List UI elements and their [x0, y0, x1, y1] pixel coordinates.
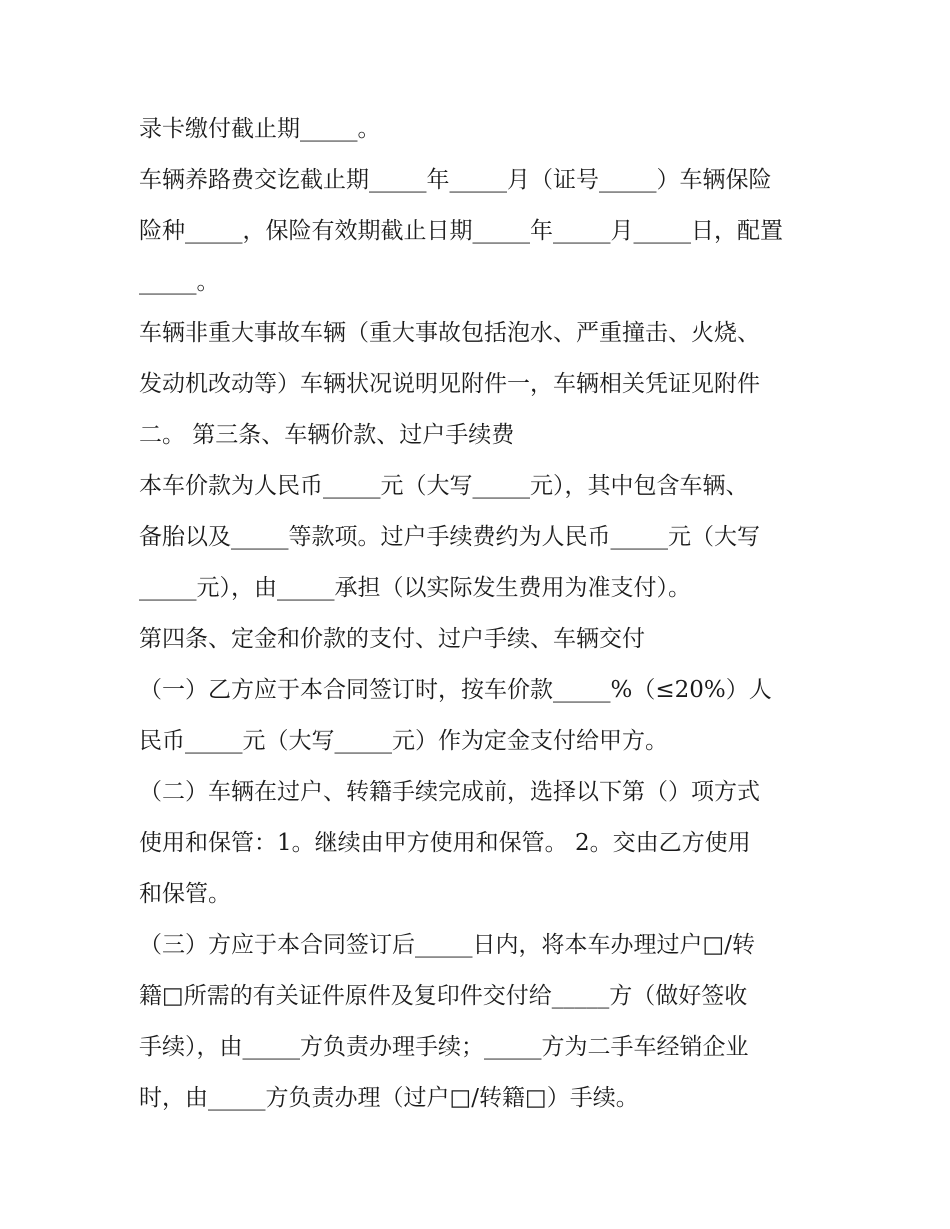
text-line: 时，由_____方负责办理（过户□/转籍□）手续。 — [139, 1085, 639, 1111]
text-line: 车辆非重大事故车辆（重大事故包括泡水、严重撞击、火烧、 — [139, 320, 760, 346]
text-line: 籍□所需的有关证件原件及复印件交付给_____方（做好签收 — [139, 983, 748, 1009]
text-line: 使用和保管：1。继续由甲方使用和保管。 2。交由乙方使用 — [139, 830, 751, 856]
text-line: 录卡缴付截止期_____。 — [139, 116, 381, 142]
text-line: 二。 第三条、车辆价款、过户手续费 — [139, 422, 515, 448]
text-line: 本车价款为人民币_____元（大写_____元），其中包含车辆、 — [139, 473, 749, 499]
text-line: 车辆养路费交讫截止期_____年_____月（证号_____）车辆保险 — [139, 167, 772, 193]
contract-body-text — [139, 107, 829, 1127]
text-line: 手续），由_____方负责办理手续；_____方为二手车经销企业 — [139, 1034, 749, 1060]
text-line: _____元），由_____承担（以实际发生费用为准支付）。 — [139, 575, 691, 601]
text-line: （二）车辆在过户、转籍手续完成前，选择以下第（）项方式 — [139, 779, 760, 805]
text-line: 和保管。 — [139, 881, 231, 907]
section-heading: 第四条、定金和价款的支付、过户手续、车辆交付 — [139, 626, 645, 652]
text-line: 民币_____元（大写_____元）作为定金支付给甲方。 — [139, 728, 668, 754]
text-line: 险种_____，保险有效期截止日期_____年_____月_____日，配置 — [139, 218, 783, 244]
text-line: （三）方应于本合同签订后_____日内，将本车办理过户□/转 — [139, 932, 755, 958]
text-line: _____。 — [139, 269, 220, 295]
text-line: 发动机改动等）车辆状况说明见附件一，车辆相关凭证见附件 — [139, 371, 760, 397]
text-line: （一）乙方应于本合同签订时，按车价款_____%（≤20%）人 — [139, 677, 772, 703]
text-line: 备胎以及_____等款项。过户手续费约为人民币_____元（大写 — [139, 524, 760, 550]
